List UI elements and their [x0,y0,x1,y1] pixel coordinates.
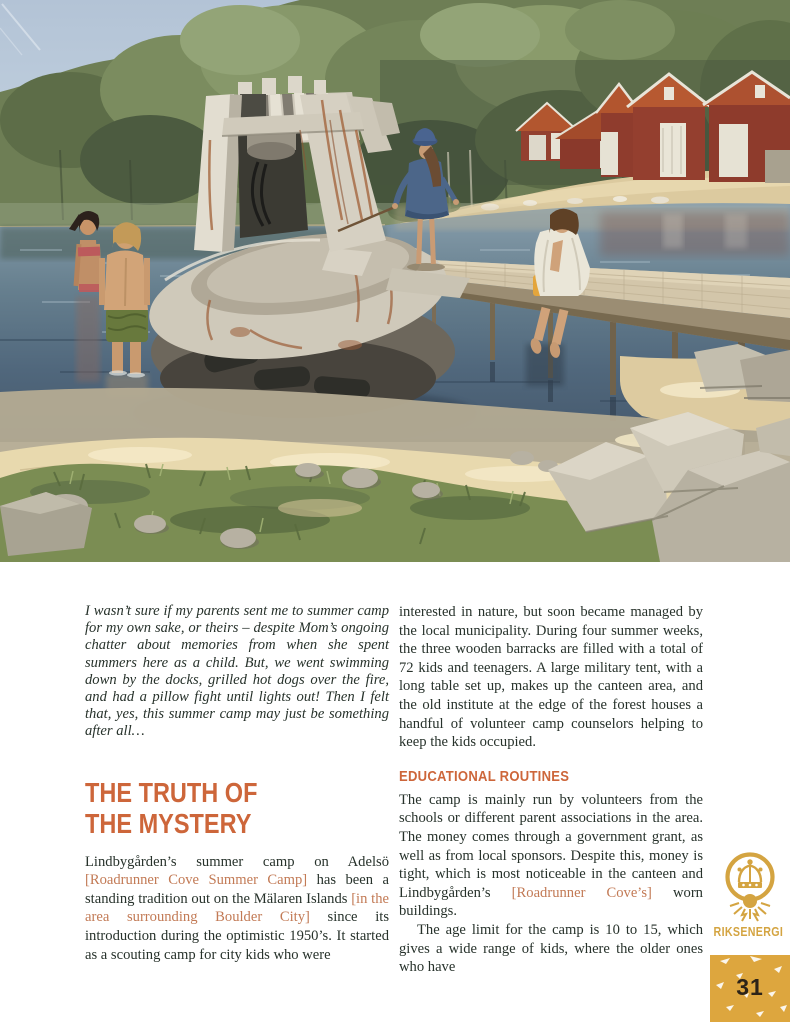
left-column [85,603,389,964]
page-number-box [710,955,790,1022]
crown-sun-icon [706,851,790,923]
section-title [85,777,389,839]
sun-rays-icon [730,894,770,921]
right-column [399,603,703,977]
section-title-line-2: THE MYSTERY [85,807,252,839]
intro-quote: I wasn’t sure if my parents sent me to summer camp for my own sake, or theirs – despite Mom’s ongoing chatter about memories from when she spent summers here as a child. But, we went swimming down by the docks, grilled hot dogs over the fire, and had a pillow fight until lights out! Then I felt that, yes, this summer camp may just be something after all… [85,603,389,740]
subheading-educational-routines: EDUCATIONAL ROUTINES [399,768,570,785]
section-title-line-1: THE TRUTH OF [85,776,258,808]
crown-icon [738,859,763,888]
page-number: 31 [736,974,764,1000]
paragraph-truth-1: Lindbygården’s summer camp on Adelsö [Roadrunner Cove Summer Camp] has been a standing tradition out on the Mälaren Islands [in the area surrounding Boulder City] since its introduction during the optimistic 1950’s. It started as a scouting camp for city kids who were [85,853,389,963]
paragraph-routines-1: The camp is mainly run by volunteers from the schools or different parent associations in the area. The money comes through a government grant, as well as from local sponsors. Despite this, money is tight, which is most noticeable in the canteen and Lindbygården’s [Roadrunner Cove’s] worn buildings. [399,791,703,920]
paragraph-camp-history: interested in nature, but soon became managed by the local municipality. During four summer weeks, the three wooden barracks are filled with a total of 72 kids and teenagers. A large military tent, with a long table set up, makes up the canteen area, and the old institute at the edge of the forest houses a handful of volunteer camp counselors helping to keep the kids occupied. [399,604,703,751]
paragraph-routines-2: The age limit for the camp is 10 to 15, which gives a wide range of kids, where the older ones who have [399,921,703,976]
logo-text: RIKSENERGI [713,924,784,939]
riksenergi-logo [706,851,790,939]
